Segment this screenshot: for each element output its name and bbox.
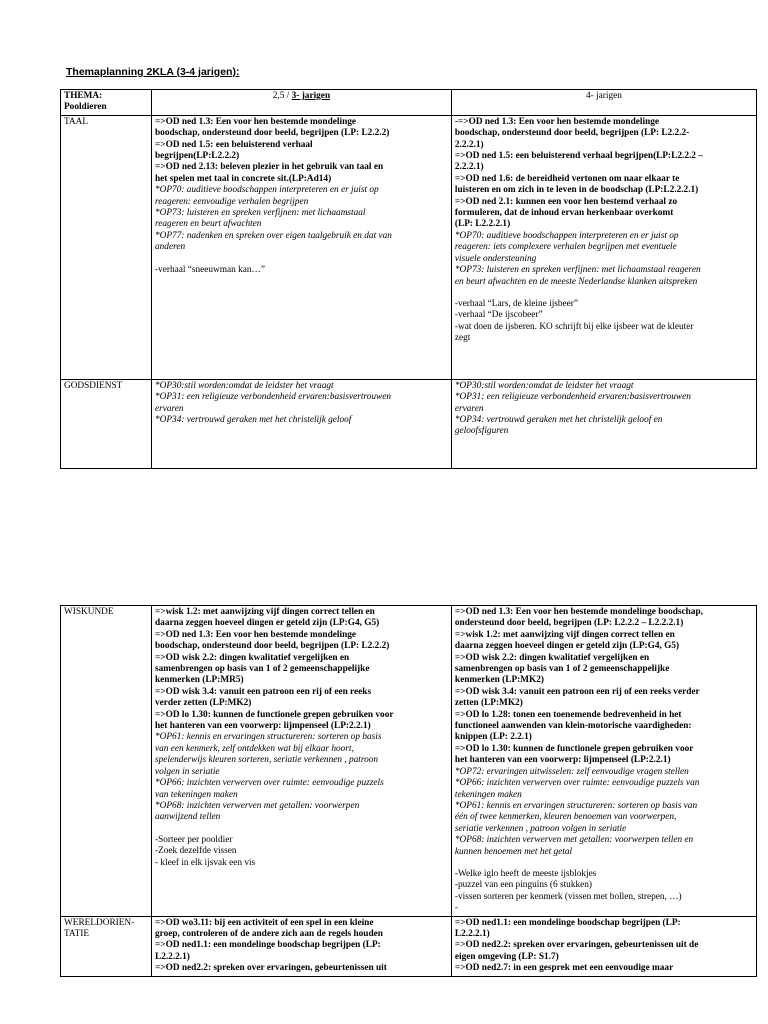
goal-line: het spelen met taal in concrete sit.(LP:Ad14) — [155, 173, 332, 184]
wereldorientatie-label-cell — [61, 916, 152, 976]
objective-line: *OP34: vertrouwd geraken met het christelijk geloof — [155, 415, 352, 426]
goal-line: boodschap, ondersteund door beeld, begrijpen (LP: L2.2.2) — [155, 128, 390, 139]
wereldorientatie-age3-cell — [152, 916, 452, 976]
objective-line: ervaren — [454, 403, 484, 414]
objective-line: *OP31: een religieuze verbondenheid ervaren:basisvertrouwen — [155, 392, 391, 403]
goal-line: =>OD ned 1.5: een beluisterend verhaal — [155, 139, 313, 150]
objective-line: van tekeningen maken — [155, 789, 238, 800]
taal-age3-list — [155, 117, 448, 276]
objective-line: *OP61: kennis en ervaringen structureren: sorteren op basis van — [454, 800, 698, 811]
objective-line: geloofsfiguren — [454, 426, 509, 437]
goal-line: =>OD ned 2.13: beleven plezier in het gebruik van taal en — [155, 162, 384, 173]
objective-line: spelenderwijs kleuren sorteren, seriatie verkennen , patroon — [155, 755, 379, 766]
wiskunde-label: WISKUNDE — [64, 607, 114, 617]
objective-line: *OP66: inzichten verwerven over ruimte: eenvoudige puzzels van — [454, 778, 700, 789]
goal-line: het hanteren van een voorwerp: lijmpenseel (LP:2.2.1) — [155, 721, 371, 732]
age-4-label: 4- jarigen — [586, 91, 622, 101]
objective-line: reageren: iets complexere verhalen begrijpen met eventuele — [454, 242, 677, 253]
taal-age4-cell — [451, 115, 756, 379]
goal-line: =>OD wisk 2.2: dingen kwalitatief vergelijken en — [155, 652, 350, 663]
spacer — [455, 858, 753, 869]
wereldorientatie-age3-list — [155, 918, 448, 975]
objective-line: reageren en beurt afwachten — [155, 219, 262, 230]
wiskunde-age4-cell — [451, 606, 756, 917]
objective-line: *OP77: nadenken en spreken over eigen taalgebruik en dat van — [155, 230, 392, 241]
objective-line: *OP30:stil worden:omdat de leidster het vraagt — [454, 380, 634, 391]
activity-line: -Zoek dezelfde vissen — [155, 846, 237, 857]
wereldorientatie-age4-cell — [451, 916, 756, 976]
planning-table-2 — [60, 605, 757, 977]
activity-line: zegt — [454, 333, 471, 344]
godsdienst-age4-cell — [451, 379, 756, 468]
objective-line: reageren: eenvoudige verhalen begrijpen — [155, 196, 309, 207]
objective-line: *OP31: een religieuze verbondenheid ervaren:basisvertrouwen — [454, 392, 691, 403]
objective-line: tekeningen maken — [454, 789, 522, 800]
objective-line: *OP30:stil worden:omdat de leidster het vraagt — [155, 380, 334, 391]
objective-line: *OP70: auditieve boodschappen interpreteren en er juist op — [454, 230, 679, 241]
goal-line: groep, controleren of de andere zich aan de regels houden — [155, 928, 383, 939]
wiskunde-age3-cell — [152, 606, 452, 917]
goal-line: kenmerken (LP:MK2) — [454, 675, 544, 686]
objective-line: *OP66: inzichten verwerven over ruimte: eenvoudige puzzels — [155, 778, 384, 789]
age-4-header-cell — [451, 90, 756, 116]
godsdienst-age4-list — [455, 381, 753, 438]
row-taal — [61, 115, 757, 379]
objective-line: *OP73: luisteren en spreken verfijnen: met lichaamstaal reageren — [454, 265, 701, 276]
godsdienst-age3-cell — [152, 379, 452, 468]
goal-line: =>OD wisk 3.4: vanuit een patroon een rij of een reeks verder — [454, 686, 700, 697]
objective-line: kunnen benoemen met het getal — [454, 846, 573, 857]
goal-line: =>OD ned 2.1: kunnen een voor hen bestemd verhaal zo — [454, 196, 678, 207]
activity-line: - kleef in elk ijsvak een vis — [155, 857, 256, 868]
goal-line: samenbrengen op basis van 1 of 2 gemeenschappelijke — [155, 664, 370, 675]
activity-line: -vissen sorteren per kenmerk (vissen met bollen, strepen, …) — [454, 891, 682, 902]
objective-line: aanwijzend tellen — [155, 812, 221, 823]
objective-line: *OP73: luisteren en spreken verfijnen: met lichaamstaal — [155, 208, 366, 219]
goal-line: =>wisk 1.2: met aanwijzing vijf dingen correct tellen en — [454, 629, 675, 640]
objective-line: *OP72: ervaringen uitwisselen: zelf eenvoudige vragen stellen — [454, 766, 689, 777]
goal-line: =>OD ned 1.3: Een voor hen bestemde mondelinge — [155, 629, 357, 640]
taal-label: TAAL — [64, 116, 89, 127]
goal-line: =>OD lo 1.30: kunnen de functionele grepen gebruiken voor — [454, 743, 694, 754]
goal-line: =>OD ned2.2: spreken over ervaringen, gebeurtenissen uit de — [454, 940, 699, 951]
godsdienst-label: GODSDIENST — [64, 380, 123, 391]
row-wiskunde — [61, 606, 757, 917]
goal-line: verder zetten (LP:MK2) — [155, 698, 252, 709]
objective-line: ervaren — [155, 403, 184, 414]
goal-line: knippen (LP: 2.2.1) — [454, 732, 532, 743]
goal-line: begrijpen(LP:L2.2.2) — [155, 151, 240, 162]
taal-age4-list — [455, 117, 753, 345]
taal-age3-cell — [152, 115, 452, 379]
goal-line: =>OD ned 1.6: de bereidheid vertonen om naar elkaar te — [454, 173, 680, 184]
header-row — [61, 90, 757, 116]
objective-line: *OP70: auditieve boodschappen interpreteren en er juist op — [155, 185, 379, 196]
objective-line: *OP34: vertrouwd geraken met het christelijk geloof en — [454, 415, 663, 426]
theme-name: Pooldieren — [64, 102, 107, 113]
goal-line: samenbrengen op basis van 1 of 2 gemeenschappelijke — [454, 664, 670, 675]
goal-line: 2.2.2.1) — [454, 139, 484, 150]
objective-line: en beurt afwachten en de meeste Nederlandse klanken uitspreken — [454, 276, 698, 287]
goal-line: =>OD ned2.7: in een gesprek met een eenvoudige maar — [454, 963, 674, 974]
goal-line: eigen omgeving (LP: S1.7) — [454, 951, 559, 962]
goal-line: het hanteren van een voorwerp: lijmpenseel (LP:2.2.1) — [454, 755, 671, 766]
goal-line: =>OD ned 1.3: Een voor hen bestemde mondelinge boodschap, — [454, 607, 703, 617]
goal-line: =>OD ned 1.5: een beluisterend verhaal begrijpen(LP:L2.2.2 – — [454, 151, 703, 162]
spacer — [155, 254, 448, 265]
activity-line: -puzzel van een pinguïns (6 stukken) — [454, 880, 592, 891]
activity-line: - — [454, 903, 459, 914]
goal-line: functioneel aanwenden van klein-motorische vaardigheden: — [454, 721, 692, 732]
objective-line: *OP68: inzichten verwerven met getallen: voorwerpen — [155, 800, 360, 811]
objective-line: *OP61: kennis en ervaringen structureren: sorteren op basis — [155, 732, 382, 743]
wereldorientatie-age4-list — [455, 918, 753, 975]
goal-line: =>OD lo 1.30: kunnen de functionele grepen gebruiken voor — [155, 709, 394, 720]
objective-line: volgen in seriatie — [155, 766, 220, 777]
goal-line: =>OD wo3.11: bij een activiteit of een spel in een kleine — [155, 917, 374, 928]
goal-line: daarna zeggen hoeveel dingen er geteld zijn (LP:G4, G5) — [155, 618, 380, 629]
wereldorientatie-label-line2: TATIE — [64, 928, 90, 939]
objective-line: van een kenmerk, zelf ontdekken wat bij elkaar hoort, — [155, 743, 354, 754]
taal-label-cell — [61, 115, 152, 379]
goal-line: =>OD ned 1.3: Een voor hen bestemde mondelinge — [155, 116, 357, 127]
objective-line: *OP68: inzichten verwerven met getallen: voorwerpen tellen en — [454, 835, 694, 846]
age-3-label: 3- jarigen — [291, 91, 331, 101]
goal-line: =>OD lo 1.28: tonen een toenemende bedrevenheid in het — [454, 709, 682, 720]
activity-line: -verhaal “De ijscobeer” — [454, 310, 543, 321]
goal-line: ondersteund door beeld, begrijpen (LP: L2.2.2 – L2.2.2.1) — [454, 618, 684, 629]
wiskunde-age4-list — [455, 607, 753, 915]
goal-line: boodschap, ondersteund door beeld, begrijpen (LP: L2.2.2) — [155, 641, 390, 652]
goal-line: zetten (LP:MK2) — [454, 698, 523, 709]
goal-line: L2.2.2.1) — [454, 928, 490, 939]
row-godsdienst — [61, 379, 757, 468]
goal-line: kenmerken (LP:MR5) — [155, 675, 244, 686]
goal-line: =>OD ned2.2: spreken over ervaringen, gebeurtenissen uit — [155, 963, 387, 974]
godsdienst-label-cell — [61, 379, 152, 468]
wiskunde-label-cell — [61, 606, 152, 917]
activity-line: -verhaal “sneeuwman kan…” — [155, 264, 265, 275]
page-title: Themaplanning 2KLA (3-4 jarigen): — [66, 66, 240, 78]
goal-line: daarna zeggen hoeveel dingen er geteld zijn (LP:G4, G5) — [454, 641, 680, 652]
row-wereldorientatie — [61, 916, 757, 976]
objective-line: anderen — [155, 242, 186, 253]
godsdienst-age3-list — [155, 381, 448, 427]
goal-line: =>OD ned1.1: een mondelinge boodschap begrijpen (LP: — [454, 917, 681, 928]
spacer — [455, 288, 753, 299]
wiskunde-age3-list — [155, 607, 448, 869]
activity-line: -verhaal “Lars, de kleine ijsbeer” — [454, 298, 579, 309]
activity-line: -Sorteer per pooldier — [155, 834, 233, 845]
objective-line: seriatie verkennen , patroon volgen in seriatie — [454, 823, 627, 834]
spacer — [155, 824, 448, 835]
objective-line: visuele ondersteuning — [454, 253, 537, 264]
goal-line: =>OD wisk 3.4: vanuit een patroon een rij of een reeks — [155, 686, 372, 697]
goal-line: =>OD ned1.1: een mondelinge boodschap begrijpen (LP: — [155, 940, 381, 951]
goal-line: 2.2.2.1) — [454, 162, 484, 173]
goal-line: =>OD wisk 2.2: dingen kwalitatief vergelijken en — [454, 652, 650, 663]
goal-line: boodschap, ondersteund door beeld, begrijpen (LP: L2.2.2- — [454, 128, 690, 139]
objective-line: één of twee kenmerken, kleuren benoemen van voorwerpen, — [454, 812, 677, 823]
planning-table-1 — [60, 89, 757, 469]
activity-line: -wat doen de ijsberen. KO schrijft bij elke ijsbeer wat de kleuter — [454, 321, 694, 332]
goal-line: (LP: L2.2.2.1) — [454, 219, 511, 230]
goal-line: formuleren, dat de inhoud ervan herkenbaar overkomt — [454, 208, 674, 219]
goal-line: L2.2.2.1) — [155, 951, 190, 962]
goal-line: =>wisk 1.2: met aanwijzing vijf dingen correct tellen en — [155, 607, 375, 617]
wereldorientatie-label-line1: WERELDORIEN- — [64, 917, 135, 928]
age-3-prefix: 2,5 / — [272, 91, 292, 101]
goal-line: -=>OD ned 1.3: Een voor hen bestemde mondelinge — [454, 116, 660, 127]
activity-line: -Welke iglo heeft de meeste ijsblokjes — [454, 868, 597, 879]
goal-line: luisteren en om zich in te leven in de boodschap (LP:L2.2.2.1) — [454, 185, 699, 196]
age-3-header-cell — [152, 90, 452, 116]
theme-header-cell — [61, 90, 152, 116]
theme-label: THEMA: — [64, 91, 103, 101]
